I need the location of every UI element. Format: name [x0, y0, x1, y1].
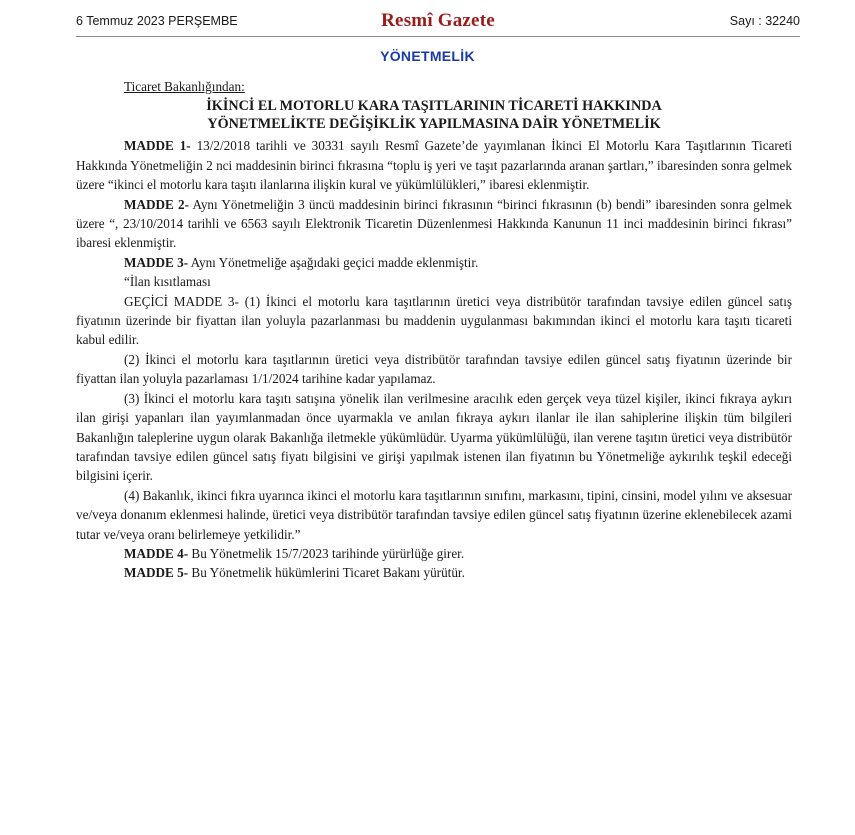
issuer-line: Ticaret Bakanlığından: — [124, 79, 245, 94]
article-text: Aynı Yönetmeliğe aşağıdaki geçici madde eklenmiştir. — [188, 254, 479, 270]
article-5 — [76, 563, 792, 582]
article-text: 13/2/2018 tarihli ve 30331 sayılı Resmî Gazete’de yayımlanan İkinci El Motorlu Kara Taşıtlarının Ticareti Hakkında Yönetmeliğin 2 nci maddesinin birinci fıkrasına “toplu iş yeri ve taşıt pazarlarında aranan şartları,” ibaresinden sonra gelmek üzere “ikinci el motorlu kara taşıtı ilanlarına ilişkin kural ve yükümlülükleri,” ibaresi eklenmiştir. — [76, 138, 792, 193]
document-title-line-1: İKİNCİ EL MOTORLU KARA TAŞITLARININ TİCARETİ HAKKINDA — [206, 98, 662, 115]
article-text: Bu Yönetmelik 15/7/2023 tarihinde yürürlüğe girer. — [188, 545, 465, 561]
article-label: MADDE 3- — [124, 254, 189, 270]
temporary-article-heading: “İlan kısıtlaması — [124, 274, 211, 290]
article-text: Aynı Yönetmeliğin 3 üncü maddesinin birinci fıkrasının “birinci fıkrasının (b) bendi” ibaresinden sonra gelmek üzere “, 23/10/2014 tarihli ve 6563 sayılı Elektronik Ticaretin Düzenlenmesi Hakkında Kanunun 11 inci maddesinin birinci fıkrası” ibaresi eklenmiştir. — [76, 196, 792, 251]
document-title-line-2: YÖNETMELİKTE DEĞİŞİKLİK YAPILMASINA DAİR YÖNETMELİK — [207, 116, 661, 133]
temporary-article-paragraph-1: GEÇİCİ MADDE 3- (1) İkinci el motorlu kara taşıtlarının üretici veya distribütör tarafından tavsiye edilen güncel satış fiyatının üzerinde bir fiyattan ilan yoluyla pazarlanması bu maddenin uygulanması bakımından ikinci el motorlu kara taşıtı ticareti kabul edilir. — [76, 293, 792, 348]
article-4 — [76, 544, 792, 563]
article-text: Bu Yönetmelik hükümlerini Ticaret Bakanı yürütür. — [188, 565, 465, 581]
regulation-document — [76, 77, 792, 583]
article-label: MADDE 4- — [124, 545, 189, 561]
temporary-article-paragraph-2: (2) İkinci el motorlu kara taşıtlarının üretici veya distribütör tarafından tavsiye edilen güncel satış fiyatının üzerinde bir fiyattan ilan yoluyla pazarlaması 1/1/2024 tarihine kadar yapılamaz. — [76, 351, 792, 387]
publication-date: 6 Temmuz 2023 PERŞEMBE — [76, 14, 238, 28]
article-label: MADDE 5- — [124, 565, 189, 581]
gazette-header — [76, 10, 800, 37]
gazette-title: Resmî Gazete — [381, 10, 495, 31]
article-3 — [76, 253, 792, 272]
article-label: MADDE 1- — [124, 138, 191, 154]
document-title — [76, 97, 792, 133]
article-2 — [76, 195, 792, 253]
article-1 — [76, 136, 792, 194]
issue-number: Sayı : 32240 — [729, 14, 800, 28]
temporary-article-paragraph-3: (3) İkinci el motorlu kara taşıtı satışına yönelik ilan verilmesine aracılık eden gerçek veya tüzel kişiler, ikinci fıkraya aykırı ilan girişi yapanları ilan yayımlanmadan önce uyarmakla ve anılan fıkraya aykırı ilanlar ile ilan sahiplerine ilişkin tüm bilgileri Bakanlığın taleplerine uygun olarak Bakanlığa iletmekle yükümlüdür. Uyarma yükümlülüğü, ilan verene taşıtın üretici veya distribütör tarafından tavsiye edilen güncel satış fiyatı bilgisini ve girişi yapılmak istenen ilan fiyatının bu Yönetmeliğe aykırılık teşkil edeceği bilgisini içerir. — [76, 390, 792, 484]
temporary-article-paragraph-4: (4) Bakanlık, ikinci fıkra uyarınca ikinci el motorlu kara taşıtlarının sınıfını, markasını, tipini, cinsini, model yılını ve aksesuar ve/veya donanım eklenmesi halinde, üretici veya distribütör tarafından tavsiye edilen güncel satış fiyatının üzerine eklenebilecek azami tutar ve/veya oranı belirlemeye yetkilidir.” — [76, 487, 792, 542]
article-label: MADDE 2- — [124, 196, 190, 212]
section-title: YÖNETMELİK — [380, 48, 475, 64]
